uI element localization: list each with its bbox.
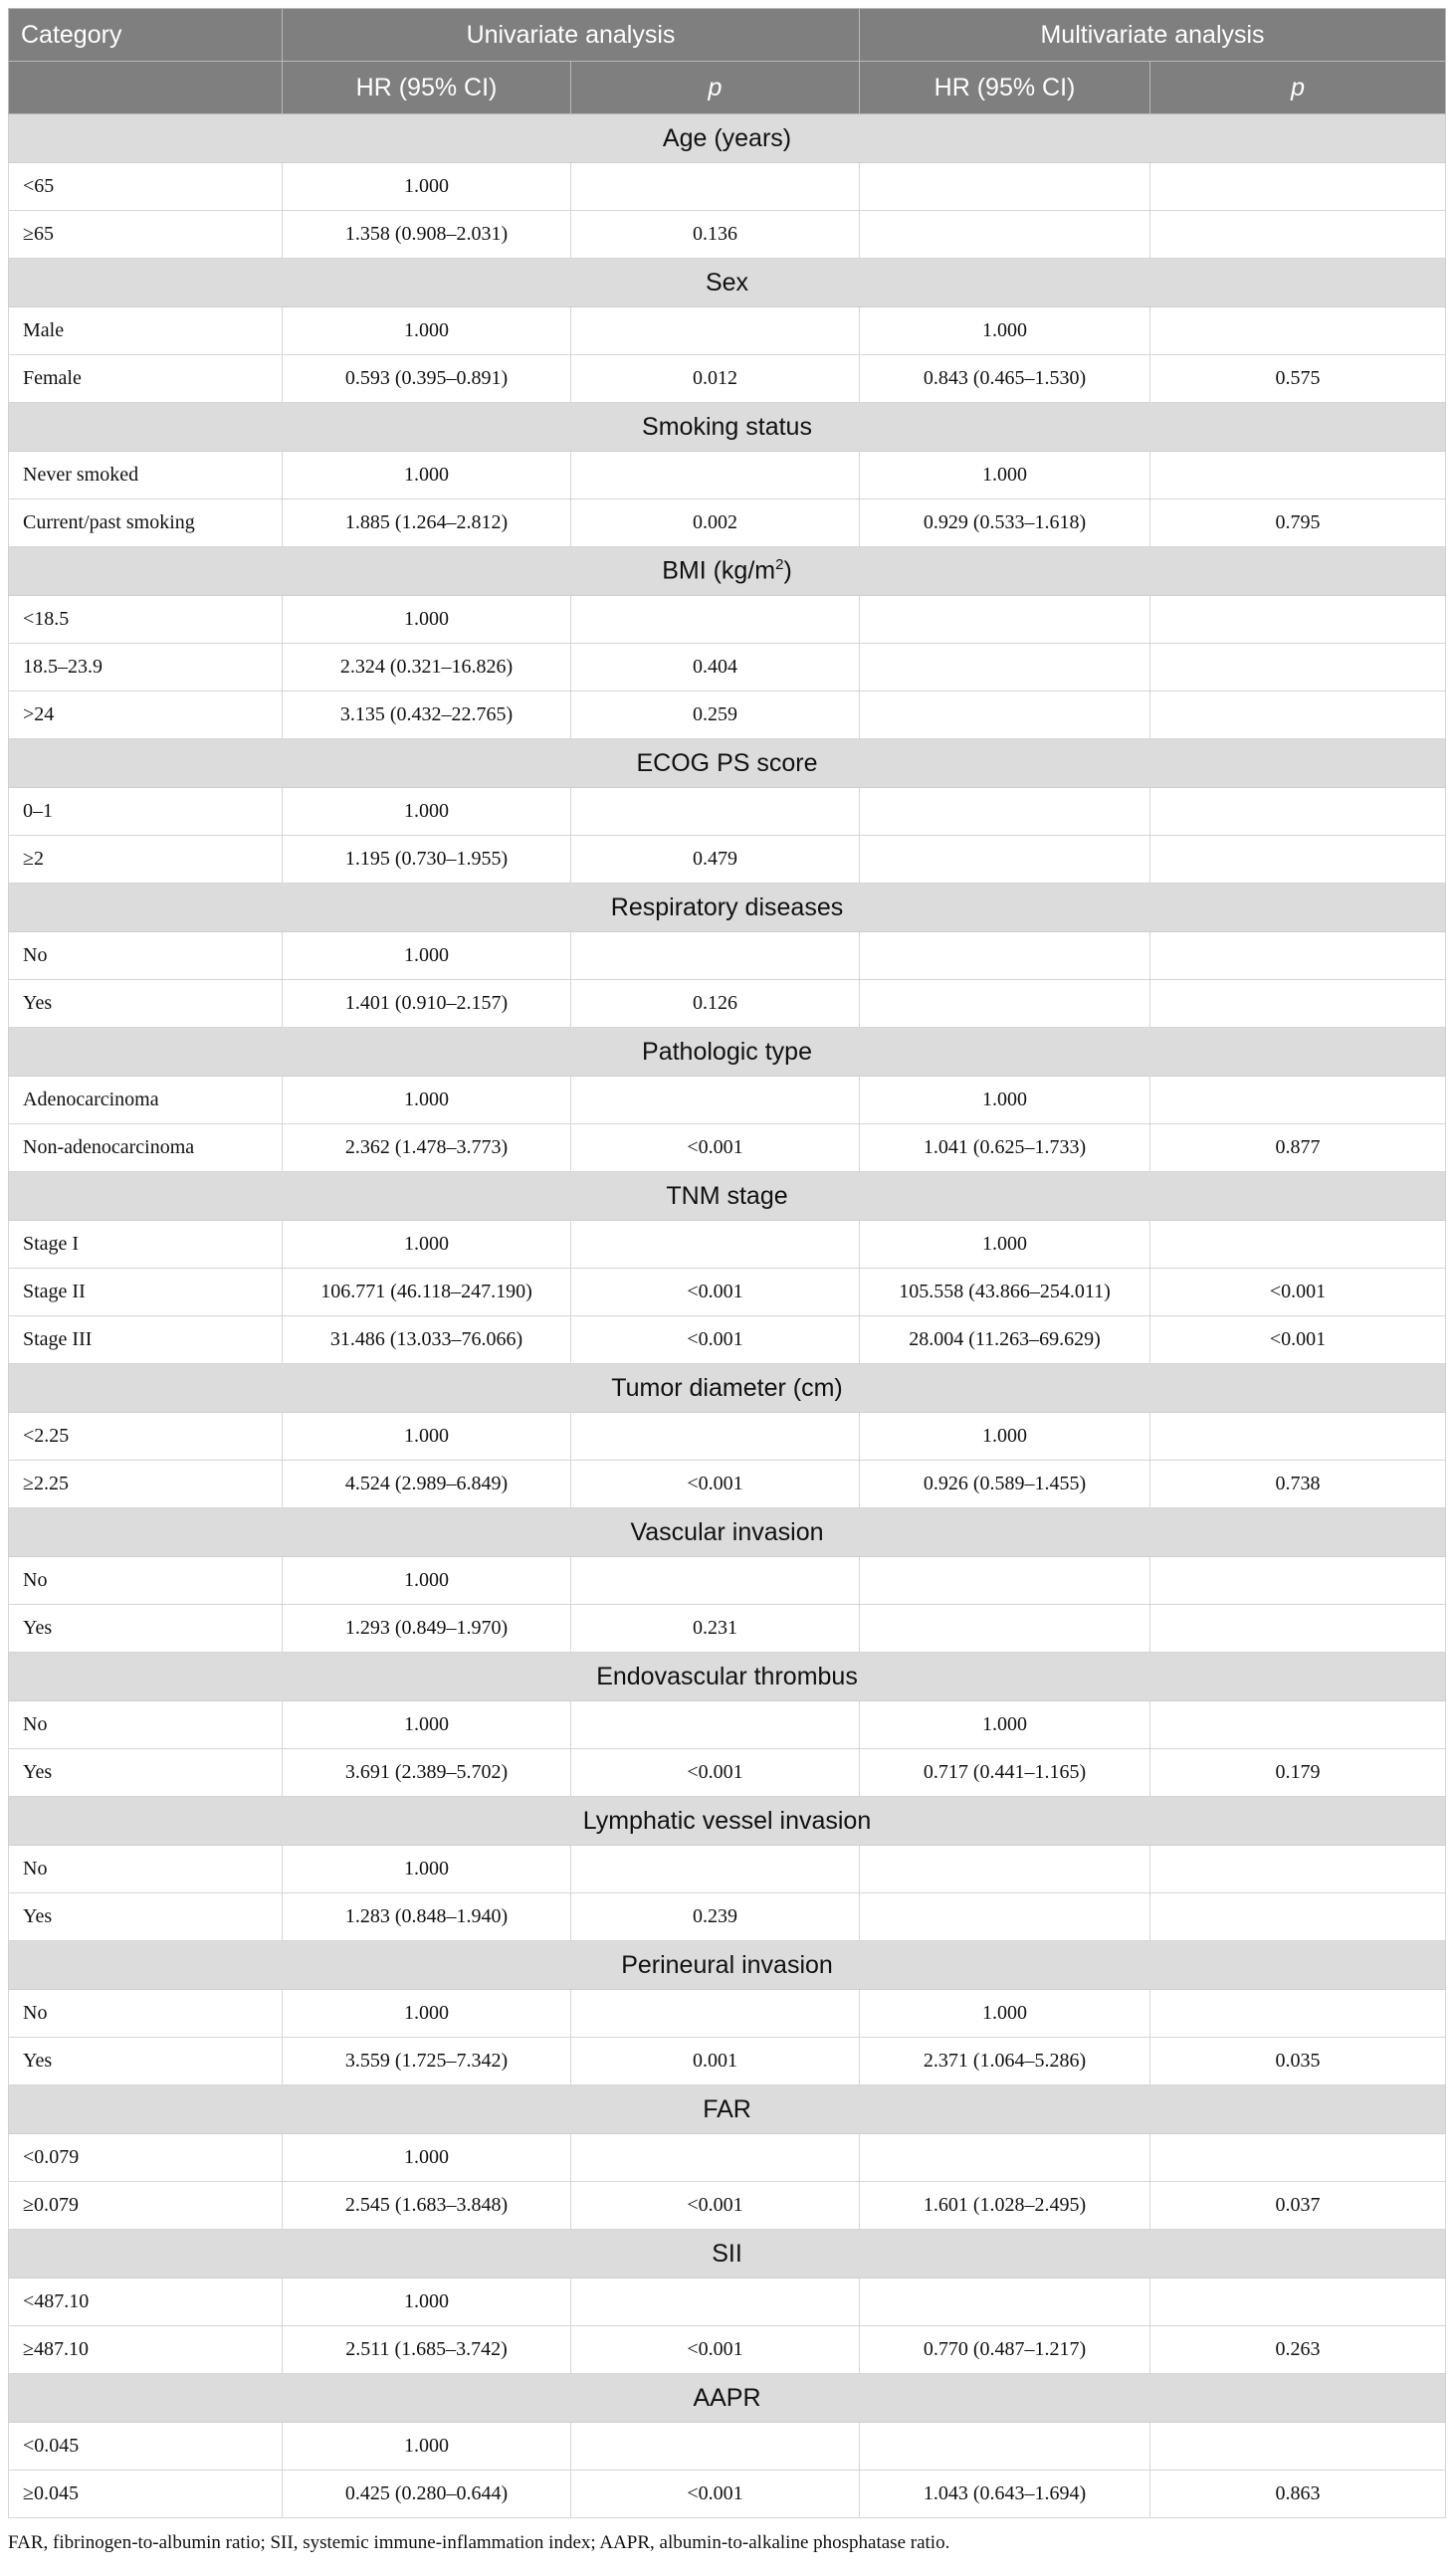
multivariate-hr-cell: 1.000	[860, 1221, 1150, 1269]
multivariate-hr-cell	[860, 980, 1150, 1028]
multivariate-p-cell: 0.738	[1150, 1461, 1446, 1508]
row-label: >24	[9, 692, 283, 739]
table-row	[9, 1893, 1446, 1941]
univariate-p-cell: 0.231	[571, 1605, 860, 1653]
section-title	[9, 1364, 1446, 1413]
univariate-hr-cell: 3.691 (2.389–5.702)	[283, 1749, 571, 1797]
univariate-hr-cell: 1.000	[283, 2279, 571, 2326]
table-row	[9, 1990, 1446, 2038]
row-label: 18.5–23.9	[9, 644, 283, 692]
row-label: Yes	[9, 1749, 283, 1797]
section-title	[9, 259, 1446, 307]
section-title	[9, 1797, 1446, 1846]
univariate-p-cell: 0.259	[571, 692, 860, 739]
section-title	[9, 547, 1446, 596]
multivariate-p-cell: 0.863	[1150, 2471, 1446, 2518]
multivariate-hr-cell	[860, 596, 1150, 644]
multivariate-hr-cell	[860, 932, 1150, 980]
header-multivariate-hr: HR (95% CI)	[860, 62, 1150, 114]
univariate-hr-cell: 1.293 (0.849–1.970)	[283, 1605, 571, 1653]
multivariate-p-cell: 0.575	[1150, 355, 1446, 403]
section-row	[9, 1797, 1446, 1846]
univariate-hr-cell: 1.000	[283, 1990, 571, 2038]
multivariate-p-cell	[1150, 1990, 1446, 2038]
section-title-text: Smoking status	[642, 412, 812, 441]
section-title-text: Pathologic type	[642, 1037, 812, 1066]
univariate-hr-cell: 31.486 (13.033–76.066)	[283, 1316, 571, 1364]
row-label: <65	[9, 163, 283, 211]
multivariate-p-cell	[1150, 1893, 1446, 1941]
univariate-hr-cell: 1.000	[283, 1846, 571, 1893]
header-univariate-hr: HR (95% CI)	[283, 62, 571, 114]
univariate-p-cell: <0.001	[571, 1269, 860, 1316]
table-row	[9, 1749, 1446, 1797]
table-row	[9, 644, 1446, 692]
section-title-superscript: 2	[775, 556, 784, 574]
table-row	[9, 1605, 1446, 1653]
section-title-text: Perineural invasion	[621, 1950, 833, 1979]
row-label: ≥2	[9, 836, 283, 884]
univariate-hr-cell: 0.425 (0.280–0.644)	[283, 2471, 571, 2518]
multivariate-hr-cell: 1.000	[860, 307, 1150, 355]
row-label: No	[9, 1701, 283, 1749]
univariate-p-cell	[571, 1413, 860, 1461]
univariate-p-cell: <0.001	[571, 2326, 860, 2374]
univariate-hr-cell: 1.000	[283, 932, 571, 980]
section-row	[9, 1653, 1446, 1701]
multivariate-p-cell	[1150, 452, 1446, 499]
univariate-p-cell: <0.001	[571, 2182, 860, 2230]
multivariate-hr-cell: 0.717 (0.441–1.165)	[860, 1749, 1150, 1797]
row-label: No	[9, 1846, 283, 1893]
univariate-hr-cell: 1.000	[283, 163, 571, 211]
multivariate-p-cell	[1150, 788, 1446, 836]
univariate-p-cell: 0.001	[571, 2038, 860, 2085]
multivariate-hr-cell: 2.371 (1.064–5.286)	[860, 2038, 1150, 2085]
multivariate-hr-cell: 28.004 (11.263–69.629)	[860, 1316, 1150, 1364]
univariate-p-cell: <0.001	[571, 1461, 860, 1508]
row-label: Non-adenocarcinoma	[9, 1124, 283, 1172]
section-title	[9, 2374, 1446, 2423]
univariate-p-cell	[571, 2279, 860, 2326]
univariate-hr-cell: 3.559 (1.725–7.342)	[283, 2038, 571, 2085]
section-title	[9, 1653, 1446, 1701]
multivariate-hr-cell	[860, 644, 1150, 692]
section-row	[9, 1364, 1446, 1413]
section-row	[9, 403, 1446, 452]
univariate-p-cell: <0.001	[571, 1124, 860, 1172]
univariate-hr-cell: 1.000	[283, 1701, 571, 1749]
table-row	[9, 1124, 1446, 1172]
row-label: Yes	[9, 2038, 283, 2085]
multivariate-hr-cell	[860, 2423, 1150, 2471]
row-label: Never smoked	[9, 452, 283, 499]
table-body	[9, 114, 1446, 2518]
multivariate-hr-cell	[860, 2279, 1150, 2326]
univariate-p-cell: 0.126	[571, 980, 860, 1028]
section-title	[9, 2230, 1446, 2279]
multivariate-p-cell	[1150, 596, 1446, 644]
table-row	[9, 2134, 1446, 2182]
table-row	[9, 980, 1446, 1028]
univariate-p-cell: <0.001	[571, 1316, 860, 1364]
table-row	[9, 1316, 1446, 1364]
section-title-text: Age (years)	[662, 123, 792, 152]
section-row	[9, 1028, 1446, 1077]
table-row	[9, 1077, 1446, 1124]
multivariate-p-cell	[1150, 1846, 1446, 1893]
multivariate-hr-cell: 1.043 (0.643–1.694)	[860, 2471, 1150, 2518]
univariate-p-cell	[571, 1990, 860, 2038]
table-row	[9, 2038, 1446, 2085]
row-label: <2.25	[9, 1413, 283, 1461]
section-row	[9, 2085, 1446, 2134]
multivariate-p-cell	[1150, 932, 1446, 980]
table-row	[9, 2423, 1446, 2471]
multivariate-p-cell	[1150, 1557, 1446, 1605]
multivariate-hr-cell	[860, 2134, 1150, 2182]
row-label: Current/past smoking	[9, 499, 283, 547]
univariate-p-cell	[571, 307, 860, 355]
table-row	[9, 596, 1446, 644]
univariate-p-cell: 0.012	[571, 355, 860, 403]
multivariate-hr-cell: 105.558 (43.866–254.011)	[860, 1269, 1150, 1316]
section-title-text: TNM stage	[666, 1181, 788, 1210]
univariate-p-cell	[571, 788, 860, 836]
multivariate-p-cell: <0.001	[1150, 1269, 1446, 1316]
table-row	[9, 2471, 1446, 2518]
header-univariate: Univariate analysis	[283, 9, 860, 62]
multivariate-p-cell	[1150, 2134, 1446, 2182]
table-header	[9, 9, 1446, 114]
section-title-text: BMI (kg/m	[662, 556, 776, 585]
univariate-p-cell: <0.001	[571, 1749, 860, 1797]
univariate-hr-cell: 1.000	[283, 452, 571, 499]
multivariate-p-cell: 0.179	[1150, 1749, 1446, 1797]
multivariate-hr-cell: 1.041 (0.625–1.733)	[860, 1124, 1150, 1172]
univariate-p-cell	[571, 163, 860, 211]
univariate-p-cell	[571, 1701, 860, 1749]
multivariate-hr-cell: 0.926 (0.589–1.455)	[860, 1461, 1150, 1508]
row-label: Adenocarcinoma	[9, 1077, 283, 1124]
multivariate-hr-cell: 1.000	[860, 1990, 1150, 2038]
row-label: Yes	[9, 980, 283, 1028]
section-title	[9, 114, 1446, 163]
multivariate-p-cell	[1150, 1413, 1446, 1461]
section-row	[9, 259, 1446, 307]
multivariate-hr-cell: 0.929 (0.533–1.618)	[860, 499, 1150, 547]
univariate-hr-cell: 1.358 (0.908–2.031)	[283, 211, 571, 259]
univariate-hr-cell: 0.593 (0.395–0.891)	[283, 355, 571, 403]
univariate-hr-cell: 106.771 (46.118–247.190)	[283, 1269, 571, 1316]
multivariate-hr-cell	[860, 1605, 1150, 1653]
table-row	[9, 1413, 1446, 1461]
section-title-text: Vascular invasion	[630, 1517, 824, 1546]
row-label: No	[9, 1557, 283, 1605]
multivariate-hr-cell: 1.601 (1.028–2.495)	[860, 2182, 1150, 2230]
univariate-p-cell	[571, 1077, 860, 1124]
univariate-p-cell	[571, 452, 860, 499]
table-row	[9, 211, 1446, 259]
table-row	[9, 452, 1446, 499]
table-row	[9, 1461, 1446, 1508]
multivariate-hr-cell: 1.000	[860, 1077, 1150, 1124]
univariate-hr-cell: 1.000	[283, 2423, 571, 2471]
row-label: No	[9, 1990, 283, 2038]
row-label: <0.045	[9, 2423, 283, 2471]
row-label: Female	[9, 355, 283, 403]
multivariate-hr-cell	[860, 163, 1150, 211]
univariate-hr-cell: 1.283 (0.848–1.940)	[283, 1893, 571, 1941]
multivariate-p-cell	[1150, 1701, 1446, 1749]
multivariate-p-cell: 0.263	[1150, 2326, 1446, 2374]
table-row	[9, 1701, 1446, 1749]
row-label: No	[9, 932, 283, 980]
table-row	[9, 932, 1446, 980]
multivariate-hr-cell	[860, 836, 1150, 884]
table-row	[9, 836, 1446, 884]
section-title-text: AAPR	[693, 2383, 761, 2412]
multivariate-p-cell: 0.037	[1150, 2182, 1446, 2230]
univariate-hr-cell: 1.000	[283, 788, 571, 836]
multivariate-hr-cell: 0.843 (0.465–1.530)	[860, 355, 1150, 403]
section-title-suffix: )	[783, 556, 792, 585]
univariate-hr-cell: 2.545 (1.683–3.848)	[283, 2182, 571, 2230]
section-row	[9, 1941, 1446, 1990]
multivariate-p-cell	[1150, 980, 1446, 1028]
univariate-p-cell	[571, 596, 860, 644]
row-label: <487.10	[9, 2279, 283, 2326]
univariate-hr-cell: 1.000	[283, 596, 571, 644]
multivariate-p-cell: 0.795	[1150, 499, 1446, 547]
univariate-p-cell: 0.002	[571, 499, 860, 547]
row-label: Stage II	[9, 1269, 283, 1316]
multivariate-hr-cell	[860, 692, 1150, 739]
header-blank	[9, 62, 283, 114]
table-row	[9, 355, 1446, 403]
section-title-text: Lymphatic vessel invasion	[582, 1806, 872, 1835]
table-row	[9, 1846, 1446, 1893]
univariate-p-cell: 0.404	[571, 644, 860, 692]
row-label: ≥65	[9, 211, 283, 259]
univariate-hr-cell: 1.401 (0.910–2.157)	[283, 980, 571, 1028]
section-row	[9, 2230, 1446, 2279]
section-title-text: Endovascular thrombus	[596, 1662, 858, 1690]
univariate-p-cell	[571, 2134, 860, 2182]
multivariate-hr-cell	[860, 1557, 1150, 1605]
section-title-text: Sex	[705, 268, 749, 297]
row-label: <0.079	[9, 2134, 283, 2182]
section-title	[9, 2085, 1446, 2134]
header-univariate-p: p	[571, 62, 860, 114]
header-category: Category	[9, 9, 283, 62]
multivariate-p-cell: 0.877	[1150, 1124, 1446, 1172]
section-row	[9, 884, 1446, 932]
univariate-hr-cell: 1.000	[283, 1221, 571, 1269]
univariate-hr-cell: 1.000	[283, 1413, 571, 1461]
multivariate-p-cell	[1150, 644, 1446, 692]
table-row	[9, 163, 1446, 211]
multivariate-p-cell	[1150, 1605, 1446, 1653]
row-label: ≥0.045	[9, 2471, 283, 2518]
univariate-hr-cell: 2.511 (1.685–3.742)	[283, 2326, 571, 2374]
multivariate-hr-cell: 0.770 (0.487–1.217)	[860, 2326, 1150, 2374]
section-row	[9, 739, 1446, 788]
univariate-p-cell	[571, 1846, 860, 1893]
multivariate-p-cell	[1150, 692, 1446, 739]
multivariate-hr-cell	[860, 211, 1150, 259]
univariate-hr-cell: 1.000	[283, 307, 571, 355]
table-row	[9, 2279, 1446, 2326]
section-title	[9, 739, 1446, 788]
section-title	[9, 1028, 1446, 1077]
multivariate-hr-cell	[860, 1846, 1150, 1893]
row-label: ≥487.10	[9, 2326, 283, 2374]
row-label: ≥2.25	[9, 1461, 283, 1508]
section-row	[9, 2374, 1446, 2423]
table-row	[9, 2182, 1446, 2230]
section-row	[9, 114, 1446, 163]
table-row	[9, 2326, 1446, 2374]
univariate-hr-cell: 3.135 (0.432–22.765)	[283, 692, 571, 739]
section-row	[9, 1508, 1446, 1557]
univariate-p-cell	[571, 1221, 860, 1269]
univariate-p-cell	[571, 2423, 860, 2471]
row-label: ≥0.079	[9, 2182, 283, 2230]
multivariate-p-cell: 0.035	[1150, 2038, 1446, 2085]
table-footnote: FAR, fibrinogen-to-albumin ratio; SII, systemic immune-inflammation index; AAPR, albumin-to-alkaline phosphatase ratio.	[8, 2532, 950, 2553]
multivariate-p-cell	[1150, 307, 1446, 355]
table-row	[9, 307, 1446, 355]
header-multivariate: Multivariate analysis	[860, 9, 1446, 62]
table-container	[8, 8, 1445, 2554]
univariate-p-cell: 0.136	[571, 211, 860, 259]
table-row	[9, 1221, 1446, 1269]
section-title	[9, 403, 1446, 452]
row-label: Stage I	[9, 1221, 283, 1269]
multivariate-hr-cell: 1.000	[860, 452, 1150, 499]
univariate-p-cell	[571, 932, 860, 980]
univariate-hr-cell: 1.000	[283, 1077, 571, 1124]
univariate-hr-cell: 1.195 (0.730–1.955)	[283, 836, 571, 884]
section-title-text: ECOG PS score	[636, 748, 818, 777]
section-title-text: Tumor diameter (cm)	[611, 1373, 843, 1402]
cox-regression-table	[8, 8, 1446, 2518]
table-row	[9, 788, 1446, 836]
section-title	[9, 1508, 1446, 1557]
section-title	[9, 884, 1446, 932]
row-label: Yes	[9, 1605, 283, 1653]
univariate-p-cell	[571, 1557, 860, 1605]
multivariate-p-cell	[1150, 163, 1446, 211]
multivariate-hr-cell: 1.000	[860, 1413, 1150, 1461]
section-row	[9, 1172, 1446, 1221]
multivariate-p-cell	[1150, 2279, 1446, 2326]
table-row	[9, 499, 1446, 547]
multivariate-p-cell	[1150, 1077, 1446, 1124]
multivariate-p-cell	[1150, 211, 1446, 259]
table-row	[9, 692, 1446, 739]
univariate-hr-cell: 4.524 (2.989–6.849)	[283, 1461, 571, 1508]
univariate-hr-cell: 1.885 (1.264–2.812)	[283, 499, 571, 547]
multivariate-hr-cell	[860, 1893, 1150, 1941]
multivariate-p-cell	[1150, 2423, 1446, 2471]
multivariate-p-cell: <0.001	[1150, 1316, 1446, 1364]
table-row	[9, 1269, 1446, 1316]
table-row	[9, 1557, 1446, 1605]
section-title	[9, 1172, 1446, 1221]
row-label: <18.5	[9, 596, 283, 644]
multivariate-hr-cell: 1.000	[860, 1701, 1150, 1749]
univariate-p-cell: <0.001	[571, 2471, 860, 2518]
univariate-hr-cell: 1.000	[283, 1557, 571, 1605]
multivariate-p-cell	[1150, 1221, 1446, 1269]
univariate-hr-cell: 2.362 (1.478–3.773)	[283, 1124, 571, 1172]
section-title-text: SII	[712, 2239, 742, 2268]
multivariate-hr-cell	[860, 788, 1150, 836]
section-row	[9, 547, 1446, 596]
section-title	[9, 1941, 1446, 1990]
row-label: Yes	[9, 1893, 283, 1941]
section-title-text: Respiratory diseases	[610, 892, 844, 921]
section-title-text: FAR	[703, 2094, 751, 2123]
row-label: Stage III	[9, 1316, 283, 1364]
header-multivariate-p: p	[1150, 62, 1446, 114]
row-label: Male	[9, 307, 283, 355]
row-label: 0–1	[9, 788, 283, 836]
univariate-p-cell: 0.239	[571, 1893, 860, 1941]
univariate-hr-cell: 2.324 (0.321–16.826)	[283, 644, 571, 692]
univariate-p-cell: 0.479	[571, 836, 860, 884]
univariate-hr-cell: 1.000	[283, 2134, 571, 2182]
multivariate-p-cell	[1150, 836, 1446, 884]
